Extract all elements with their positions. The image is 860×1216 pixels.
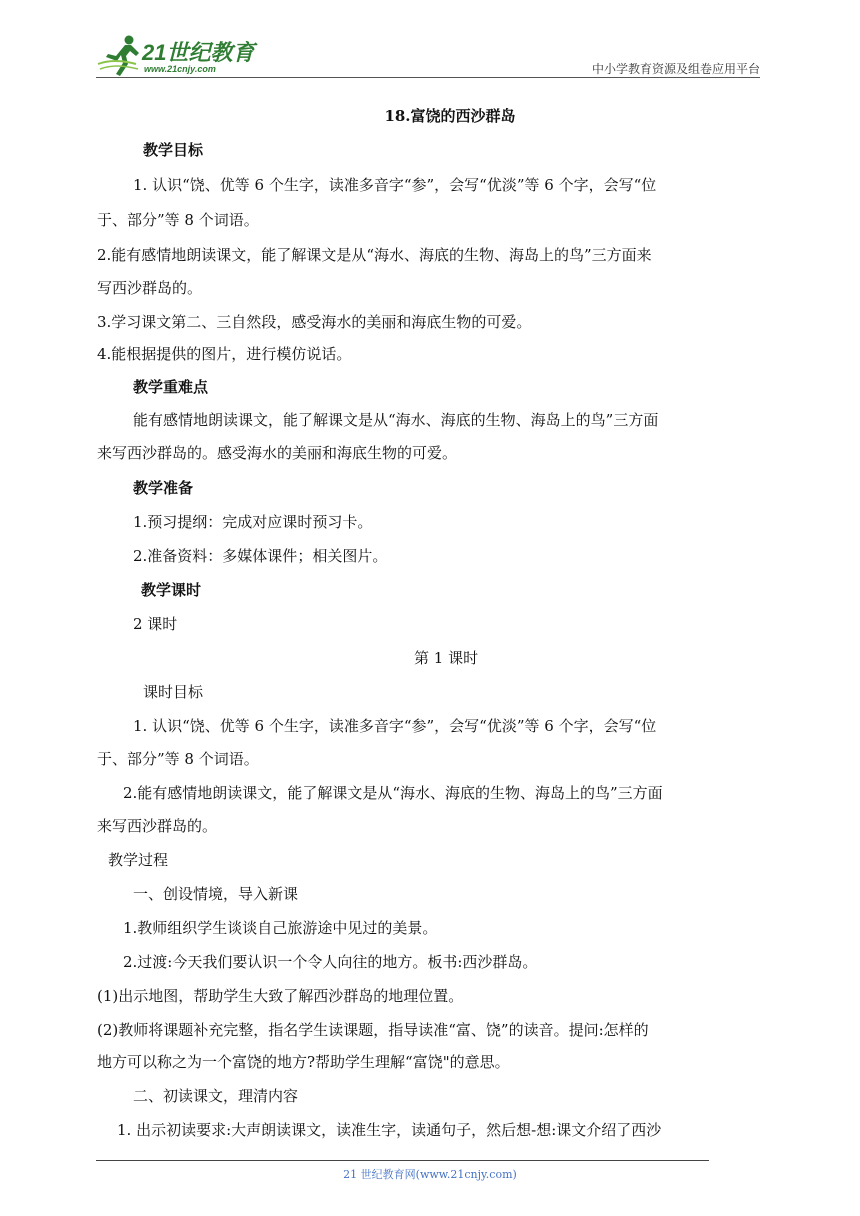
paragraph-line: 2.过渡:今天我们要认识一个令人向往的地方。板书:西沙群岛。 xyxy=(123,953,538,971)
section-heading: 教学准备 xyxy=(133,479,194,497)
paragraph-line: 2.能有感情地朗读课文，能了解课文是从“海水、海底的生物、海岛上的鸟”三方面来 xyxy=(97,246,652,264)
paragraph-line: (2)教师将课题补充完整，指名学生读课题，指导读准“富、饶”的读音。提问:怎样的 xyxy=(97,1021,649,1039)
paragraph-line: 写西沙群岛的。 xyxy=(97,279,203,297)
section-heading: 教学重难点 xyxy=(133,378,209,396)
paragraph-line: 1. 认识“饶、优等 6 个生字，读准多音字“参”，会写“优淡”等 6 个字，会写“位 xyxy=(133,176,657,194)
subsection-heading: 二、初读课文，理清内容 xyxy=(133,1087,299,1105)
document-title: 18.富饶的西沙群岛 xyxy=(384,107,516,125)
paragraph-line: (1)出示地图，帮助学生大致了解西沙群岛的地理位置。 xyxy=(97,987,464,1005)
runner-icon xyxy=(96,34,144,78)
subsection-heading: 一、创设情境，导入新课 xyxy=(133,885,299,903)
paragraph-line: 于、部分”等 8 个词语。 xyxy=(97,750,259,768)
paragraph-line: 来写西沙群岛的。 xyxy=(97,817,218,835)
paragraph-line: 2.准备资料：多媒体课件；相关图片。 xyxy=(133,547,388,565)
paragraph-line: 1. 认识“饶、优等 6 个生字，读准多音字“参”，会写“优淡”等 6 个字，会写“位 xyxy=(133,717,657,735)
logo-text: 21世纪教育 xyxy=(142,40,255,65)
paragraph-line: 1.教师组织学生谈谈自己旅游途中见过的美景。 xyxy=(123,919,438,937)
page-header xyxy=(96,30,760,80)
paragraph-line: 1. 出示初读要求:大声朗读课文，读准生字，读通句子，然后想-想:课文介绍了西沙 xyxy=(117,1121,662,1139)
section-heading: 教学课时 xyxy=(141,581,202,599)
lesson-title: 第 1 课时 xyxy=(414,649,479,667)
paragraph-line: 于、部分”等 8 个词语。 xyxy=(97,211,259,229)
paragraph-line: 4.能根据提供的图片，进行模仿说话。 xyxy=(97,345,352,363)
header-platform-name: 中小学教育资源及组卷应用平台 xyxy=(591,62,760,76)
logo-url: www.21cnjy.com xyxy=(144,64,216,74)
paragraph-line: 3.学习课文第二、三自然段，感受海水的美丽和海底生物的可爱。 xyxy=(97,313,532,331)
footer-link[interactable]: 21 世纪教育网(www.21cnjy.com) xyxy=(343,1168,517,1181)
section-heading: 课时目标 xyxy=(143,683,204,701)
section-heading: 教学过程 xyxy=(108,851,169,869)
site-logo[interactable] xyxy=(96,34,266,78)
paragraph-line: 2 课时 xyxy=(133,615,178,633)
section-heading: 教学目标 xyxy=(143,141,204,159)
paragraph-line: 来写西沙群岛的。感受海水的美丽和海底生物的可爱。 xyxy=(97,444,458,462)
paragraph-line: 1.预习提纲：完成对应课时预习卡。 xyxy=(133,513,373,531)
paragraph-line: 2.能有感情地朗读课文，能了解课文是从“海水、海底的生物、海岛上的鸟”三方面 xyxy=(123,784,663,802)
header-divider xyxy=(96,77,760,78)
footer-divider xyxy=(96,1160,709,1161)
paragraph-line: 地方可以称之为一个富饶的地方?帮助学生理解“富饶"的意思。 xyxy=(97,1053,510,1071)
paragraph-line: 能有感情地朗读课文，能了解课文是从“海水、海底的生物、海岛上的鸟”三方面 xyxy=(133,411,659,429)
